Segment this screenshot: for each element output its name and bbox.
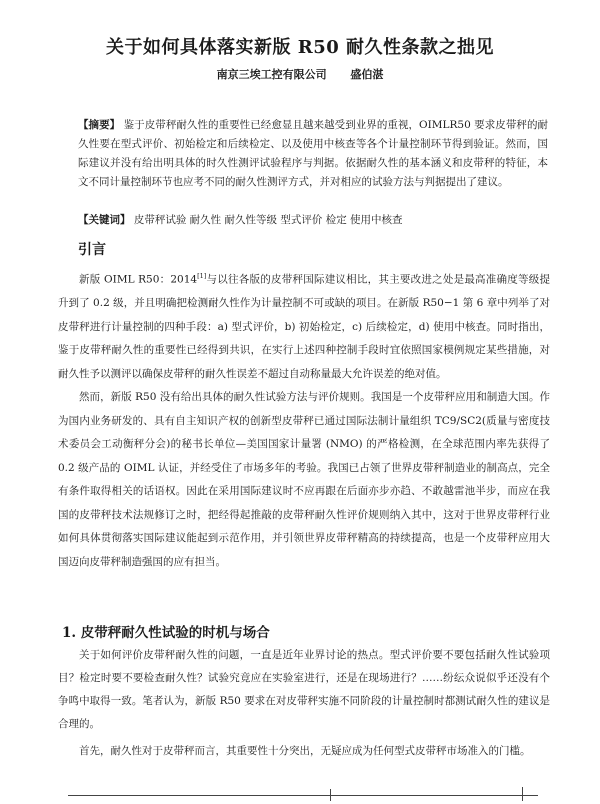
footer-tick-mark: [330, 789, 331, 801]
intro-paragraph-1: [58, 265, 550, 386]
intro-p1-start: 新版 OIML R50：2014: [79, 273, 198, 286]
section-1-paragraph-2: 首先，耐久性对于皮带秤而言，其重要性十分突出，无疑应成为任何型式皮带秤市场准入的门槛。: [79, 745, 531, 757]
author-affiliation: 南京三埃工控有限公司: [216, 68, 327, 81]
keywords: [78, 212, 548, 227]
author-line: [0, 66, 600, 82]
abstract-text: 鉴于皮带秤耐久性的重要性已经愈显且越来越受到业界的重视，OIMLR50 要求皮带秤的耐久性要在型式评价、初始检定和后续检定、以及使用中核查等各个计量控制环节得到验证。然而，国际建议并没有给出明具体的时久性测评试验程序与判据。依据耐久性的基本涵义和皮带秤的特征，本文不同计量控制环节也应考不同的耐久性测评方式，并对相应的试验方法与判据提出了建议。: [78, 119, 548, 188]
keywords-text: 皮带秤试验 耐久性 耐久性等级 型式评价 检定 使用中核查: [133, 214, 403, 226]
intro-p1-rest: 与以往各版的皮带秤国际建议相比，其主要改进之处是最高准确度等级提升到了 0.2 级，并且明确把检测耐久性作为计量控制不可或缺的项目。在新版 R50−1 第 6 章中列举了对皮带秤进行计量控制的四种手段：a) 型式评价，b) 初始检定，c) 后续检定，d) 使用中核查。同时指出，鉴于皮带秤耐久性的重要性已经得到共识，在实行上述四种控制手段时宜依照国家模例规定某些措施，对耐久性予以测评以确保皮带秤的耐久性误差不超过自动称量最大允许误差的绝对值。: [58, 273, 550, 380]
keywords-label: 【关键词】: [78, 214, 131, 226]
paper-title: 关于如何具体落实新版 R50 耐久性条款之拙见: [105, 37, 495, 58]
section-1-paragraph-1: 关于如何评价皮带秤耐久性的问题，一直是近年业界讨论的热点。型式评价要不要包括耐久性试验项目？检定时要不要检查耐久性？试验究竟应在实验室进行，还是在现场进行？……纷纭众说似乎还没有个争鸣中取得一致。笔者认为，新版 R50 要求在对皮带秤实施不同阶段的计量控制时都测试耐久性的建议是合理的。: [58, 649, 550, 730]
abstract: [78, 116, 548, 192]
footer-tick-mark: [522, 787, 523, 801]
intro-heading: 引言: [78, 242, 106, 258]
citation-marker: [1]: [197, 272, 207, 280]
author-name: 盛伯湛: [350, 68, 384, 81]
section-1-heading: 1. 皮带秤耐久性试验的时机与场合: [62, 625, 270, 641]
intro-paragraph-2: 然而，新版 R50 没有给出具体的耐久性试验方法与评价规则。我国是一个皮带秤应用和制造大国。作为国内业务研发的、具有自主知识产权的创新型皮带秤已通过国际法制计量组织 TC9/SC2(质量与密度技术委员会工动衡秤分会)的秘书长单位—美国国家计量署 (NMO) 的严格检测，在全球范围内率先获得了 0.2 级产品的 OIML 认证，并经受住了市场多年的考验。我国已占领了世界皮带秤制造业的制高点，完全有条件取得相关的话语权。因此在采用国际建议时不应再跟在后面亦步亦趋、不敢越雷池半步，而应在我国的皮带秤技术法规修订之时，把经得起推敲的皮带秤耐久性评价规则纳入其中，这对于世界皮带秤行业如何具体贯彻落实国际建议能起到示范作用，并引领世界皮带秤精高的持续提高，也是一个皮带秤应用大国迈向皮带秤制造强国的应有担当。: [58, 391, 550, 568]
abstract-label: 【摘要】: [78, 119, 121, 131]
footer-divider: [68, 795, 538, 796]
